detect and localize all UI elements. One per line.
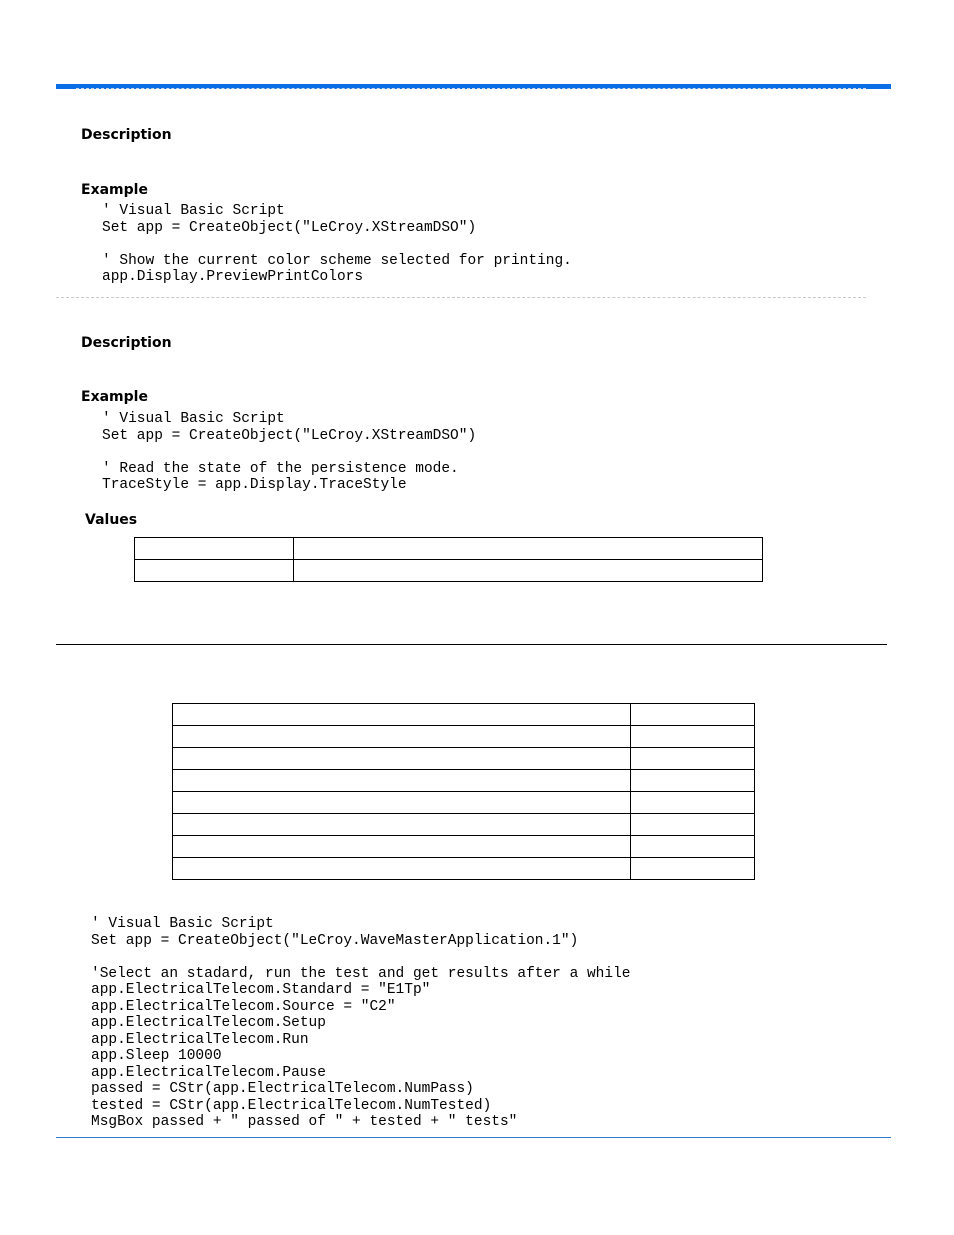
table-cell [173,836,631,858]
table-cell [631,814,755,836]
table-cell [631,704,755,726]
code-line: app.ElectricalTelecom.Setup [91,1015,326,1031]
code-line: 'Select an stadard, run the test and get results after a while [91,965,631,982]
code-line: ' Show the current color scheme selected for printing. [102,252,572,269]
table-cell [173,748,631,770]
code-block [91,916,631,1131]
table-cell [631,748,755,770]
code-line: passed = CStr(app.ElectricalTelecom.NumPass) [91,1081,474,1097]
table-cell [631,836,755,858]
footer-rule [56,1137,891,1138]
table-row [173,814,755,836]
description-heading: Description [81,127,172,143]
table-row [173,770,755,792]
table-cell [631,858,755,880]
table-row [173,792,755,814]
code-block [102,203,572,286]
code-line: app.ElectricalTelecom.Run [91,1031,309,1048]
table-cell [173,792,631,814]
data-table [172,703,755,880]
code-line: MsgBox passed + " passed of " + tested + " tests" [91,1114,518,1130]
code-line: app.ElectricalTelecom.Source = "C2" [91,998,396,1015]
code-line: Set app = CreateObject("LeCroy.WaveMasterApplication.1") [91,932,579,949]
code-line: Set app = CreateObject("LeCroy.XStreamDSO") [102,427,477,444]
table-cell [173,726,631,748]
code-line: Set app = CreateObject("LeCroy.XStreamDSO") [102,219,477,236]
code-line: TraceStyle = app.Display.TraceStyle [102,477,407,493]
table-cell [294,538,763,560]
code-line: app.ElectricalTelecom.Standard = "E1Tp" [91,982,431,998]
description-heading: Description [81,335,172,351]
table-row [135,560,763,582]
table-row [135,538,763,560]
section-separator [56,297,866,298]
table-row [173,858,755,880]
table-cell [631,726,755,748]
section-divider [56,644,887,645]
table-cell [631,792,755,814]
example-heading: Example [81,389,148,405]
table-row [173,836,755,858]
table-cell [294,560,763,582]
table-cell [631,770,755,792]
table-cell [173,770,631,792]
table-cell [173,814,631,836]
code-line: ' Visual Basic Script [102,411,285,427]
table-row [173,748,755,770]
table-cell [173,858,631,880]
code-line: ' Read the state of the persistence mode. [102,460,459,477]
code-line: tested = CStr(app.ElectricalTelecom.NumTested) [91,1097,492,1114]
code-line: app.Sleep 10000 [91,1048,222,1064]
table-row [173,704,755,726]
values-heading: Values [85,512,138,528]
table-cell [173,704,631,726]
values-table [134,537,763,582]
table-row [173,726,755,748]
code-line: ' Visual Basic Script [102,203,285,219]
code-line: app.ElectricalTelecom.Pause [91,1064,326,1081]
code-line: app.Display.PreviewPrintColors [102,269,364,285]
code-line: ' Visual Basic Script [91,916,274,932]
table-cell [135,538,294,560]
example-heading: Example [81,182,148,198]
table-cell [135,560,294,582]
header-dashed-line [76,88,866,89]
code-block [102,411,476,494]
